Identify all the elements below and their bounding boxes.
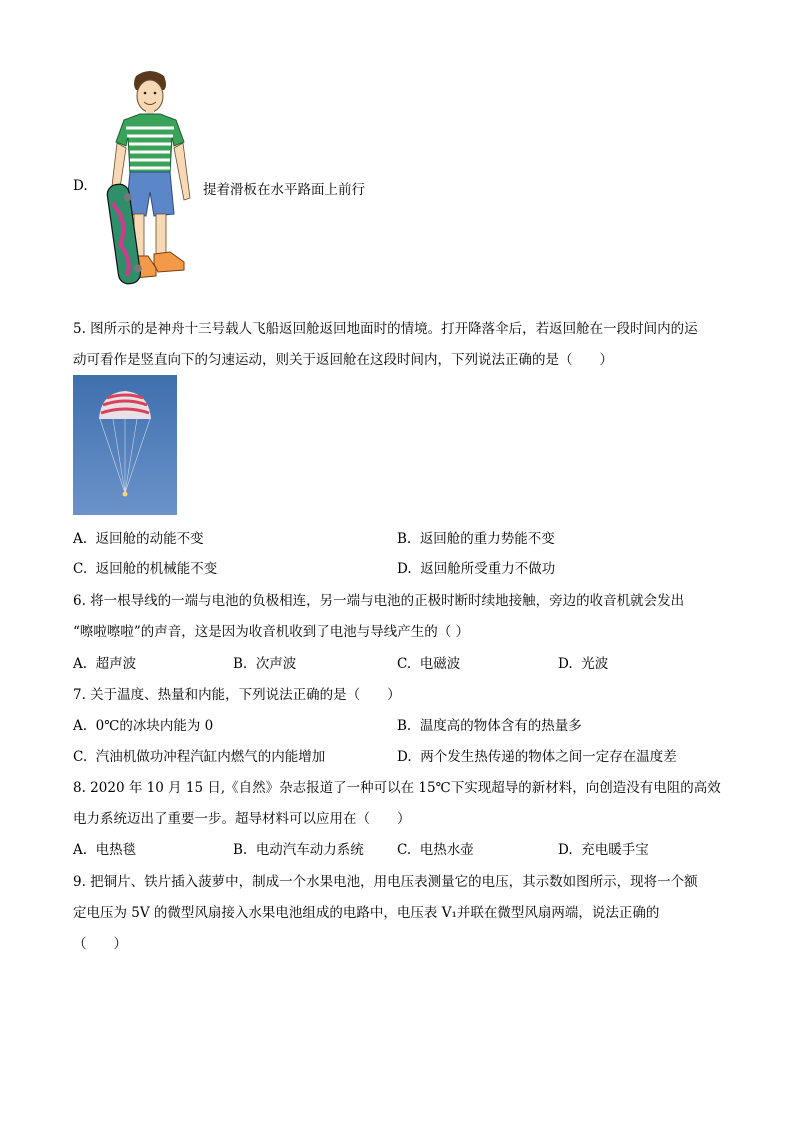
q7-option-d bbox=[397, 745, 677, 765]
option-letter: D. bbox=[558, 842, 573, 858]
option-text: 光波 bbox=[581, 656, 609, 672]
q4-option-d-letter: D. bbox=[73, 178, 88, 194]
option-letter: D. bbox=[397, 749, 412, 765]
q6-option-b bbox=[233, 652, 296, 672]
q5-option-b bbox=[397, 527, 555, 547]
q8-stem-line2: 电力系统迈出了重要一步。超导材料可以应用在（ ） bbox=[73, 811, 411, 827]
option-letter: B. bbox=[233, 656, 248, 672]
q7-stem-line1: 7. 关于温度、热量和内能，下列说法正确的是（ ） bbox=[73, 687, 401, 703]
option-letter: B. bbox=[233, 842, 248, 858]
option-text: 充电暖手宝 bbox=[581, 842, 649, 858]
q5-stem-line1: 5. 图所示的是神舟十三号载人飞船返回舱返回地面时的情境。打开降落伞后，若返回舱在一段时间内的运 bbox=[73, 321, 698, 337]
option-text: 两个发生热传递的物体之间一定存在温度差 bbox=[420, 749, 677, 765]
option-text: 电热水壶 bbox=[419, 842, 474, 858]
option-text: 电磁波 bbox=[419, 656, 461, 672]
q9-stem-line1: 9. 把铜片、铁片插入菠萝中，制成一个水果电池，用电压表测量它的电压，其示数如图所示，现将一个额 bbox=[73, 874, 698, 890]
q8-option-b bbox=[233, 838, 364, 858]
option-letter: C. bbox=[397, 656, 412, 672]
option-letter: A. bbox=[73, 656, 88, 672]
q7-option-b bbox=[397, 714, 582, 734]
q8-stem-line1: 8. 2020 年 10 月 15 日,《自然》杂志报道了一种可以在 15℃下实现超导的新材料，向创造没有电阻的高效 bbox=[73, 780, 721, 796]
q6-stem-line2: “嚓啦嚓啦”的声音，这是因为收音机收到了电池与导线产生的（ ） bbox=[73, 624, 470, 640]
option-letter: A. bbox=[73, 842, 88, 858]
option-letter: C. bbox=[397, 842, 412, 858]
q5-option-d bbox=[397, 557, 555, 577]
option-text: 电热毯 bbox=[95, 842, 137, 858]
parachute-capsule-photo bbox=[73, 375, 177, 515]
q7-option-c bbox=[73, 745, 325, 765]
q8-option-c bbox=[397, 838, 474, 858]
option-letter: A. bbox=[73, 531, 88, 547]
option-text: 返回舱的动能不变 bbox=[95, 531, 204, 547]
option-text: 返回舱的重力势能不变 bbox=[419, 531, 555, 547]
option-letter: C. bbox=[73, 749, 88, 765]
q6-stem-line1: 6. 将一根导线的一端与电池的负极相连，另一端与电池的正极时断时续地接触，旁边的收音机就会发出 bbox=[73, 593, 685, 609]
q7-option-a bbox=[73, 714, 213, 734]
q9-stem-line3: （ ） bbox=[73, 936, 127, 952]
q9-stem-line2: 定电压为 5V 的微型风扇接入水果电池组成的电路中，电压表 V₁并联在微型风扇两端，说法正确的 bbox=[73, 905, 660, 921]
q6-option-d bbox=[558, 652, 608, 672]
option-text: 返回舱的机械能不变 bbox=[95, 561, 218, 577]
q5-option-c bbox=[73, 557, 217, 577]
q5-option-a bbox=[73, 527, 204, 547]
option-letter: D. bbox=[397, 561, 412, 577]
option-text: 电动汽车动力系统 bbox=[255, 842, 364, 858]
boy-with-skateboard-illustration bbox=[100, 68, 200, 300]
option-letter: B. bbox=[397, 531, 412, 547]
option-letter: A. bbox=[73, 718, 88, 734]
option-text: 次声波 bbox=[255, 656, 297, 672]
option-text: 0℃的冰块内能为 0 bbox=[95, 718, 214, 734]
option-letter: C. bbox=[73, 561, 88, 577]
option-text: 超声波 bbox=[95, 656, 137, 672]
option-text: 汽油机做功冲程汽缸内燃气的内能增加 bbox=[95, 749, 326, 765]
q8-option-d bbox=[558, 838, 649, 858]
option-letter: B. bbox=[397, 718, 412, 734]
q8-option-a bbox=[73, 838, 136, 858]
option-text: 返回舱所受重力不做功 bbox=[420, 561, 556, 577]
q4-option-d-text: 提着滑板在水平路面上前行 bbox=[203, 182, 365, 198]
q6-option-a bbox=[73, 652, 136, 672]
option-text: 温度高的物体含有的热量多 bbox=[419, 718, 582, 734]
q6-option-c bbox=[397, 652, 460, 672]
q5-stem-line2: 动可看作是竖直向下的匀速运动，则关于返回舱在这段时间内，下列说法正确的是（ ） bbox=[73, 352, 613, 368]
option-letter: D. bbox=[558, 656, 573, 672]
